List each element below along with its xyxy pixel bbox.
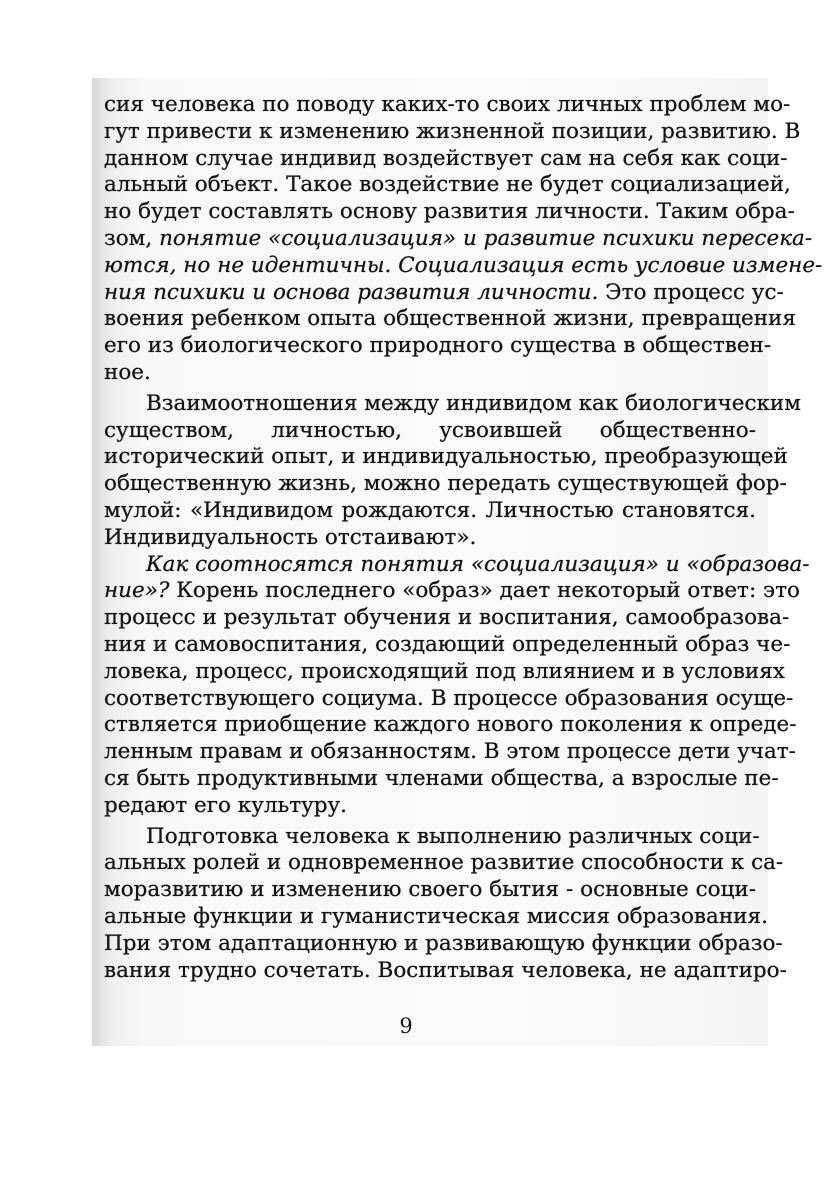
text-line <box>104 793 756 820</box>
text-line <box>104 551 810 579</box>
text-line <box>104 498 756 525</box>
text-line <box>104 685 794 713</box>
line-text: процесс и результат обучения и воспитания, самообразова- <box>104 605 790 631</box>
line-text: При этом адаптационную и развивающую функции образо- <box>104 930 783 956</box>
italic-text: ние»? <box>104 578 170 604</box>
line-text: моразвитию и изменению своего бытия - основные соци- <box>104 877 756 903</box>
line-text: мулой: «Индивидом рождаются. Личностью становятся. <box>104 497 756 523</box>
line-text: ния и самовоспитания, создающий определенный образ че- <box>104 631 791 657</box>
text-line <box>104 739 796 766</box>
text-line <box>104 118 801 146</box>
body-text <box>104 92 823 984</box>
line-text: ленным правам и обязанностям. В этом процессе дети учат- <box>104 739 796 765</box>
text-line <box>104 578 800 605</box>
page-number: 9 <box>399 1014 413 1038</box>
line-text: но будет составлять основу развития личности. Таким обра- <box>104 199 795 225</box>
line-text: Корень последнего «образ» дает некоторый ответ: это <box>169 578 800 604</box>
text-line <box>104 172 791 199</box>
text-line <box>104 145 788 173</box>
text-line <box>104 390 801 418</box>
text-line <box>104 850 784 877</box>
text-line <box>104 957 787 985</box>
text-line <box>104 471 787 498</box>
line-text: ловека, процесс, происходящий под влиянием и в условиях <box>104 658 785 684</box>
line-text: соответствующего социума. В процессе образования осуще- <box>104 685 794 711</box>
text-line <box>104 418 756 445</box>
line-text: общественную жизнь, можно передать существующей фор- <box>104 471 787 497</box>
line-text: существом, личностью, усвоившей общественно- <box>104 417 756 443</box>
text-line <box>104 631 791 659</box>
text-line <box>104 765 779 793</box>
line-text: Взаимоотношения между индивидом как биологическим <box>146 390 801 416</box>
line-text: Это процесс ус- <box>598 279 784 305</box>
line-text: ствляется приобщение каждого нового поколения к опреде- <box>104 712 797 738</box>
text-line <box>104 930 783 958</box>
text-line <box>104 279 784 307</box>
line-text: его из биологического природного существа в обществен- <box>104 333 772 359</box>
line-text: данном случае индивид воздействует сам на себя как соци- <box>104 145 788 171</box>
text-line <box>104 225 813 253</box>
text-line <box>104 903 768 931</box>
line-text: Подготовка человека к выполнению различных соци- <box>146 823 760 849</box>
line-text: альные функции и гуманистическая миссия образования. <box>104 903 768 929</box>
italic-text: ются, но не идентичны. Социализация есть условие измене- <box>104 252 823 278</box>
text-line <box>104 306 796 333</box>
text-line <box>104 525 756 552</box>
text-line <box>104 360 756 387</box>
text-line <box>104 712 797 739</box>
line-text: ное. <box>104 359 151 385</box>
text-line <box>104 823 760 851</box>
line-text: исторический опыт, и индивидуальностью, преобразующей <box>104 444 788 470</box>
line-text: сия человека по поводу каких-то своих личных проблем мо- <box>104 92 791 117</box>
text-line <box>104 444 788 471</box>
italic-text: ния психики и основа развития личности. <box>104 279 599 305</box>
line-text: зом, <box>104 225 160 251</box>
text-line <box>104 658 785 686</box>
line-text: альный объект. Такое воздействие не будет социализацией, <box>104 172 791 198</box>
italic-text: Как соотносятся понятия «социализация» и «образова- <box>146 551 810 577</box>
text-line <box>104 92 791 119</box>
text-line <box>104 877 756 904</box>
italic-text: понятие «социализация» и развитие психики пересека- <box>159 225 813 251</box>
line-text: ся быть продуктивными членами общества, а взрослые пе- <box>104 765 779 791</box>
text-line <box>104 252 823 280</box>
line-text: вания трудно сочетать. Воспитывая человека, не адаптиро- <box>104 957 787 983</box>
line-text: Индивидуальность отстаивают». <box>104 524 477 550</box>
text-line <box>104 605 790 632</box>
line-text: альных ролей и одновременное развитие способности к са- <box>104 850 784 876</box>
text-line <box>104 333 772 360</box>
line-text: воения ребенком опыта общественной жизни, превращения <box>104 306 796 332</box>
line-text: гут привести к изменению жизненной позиции, развитию. В <box>104 118 801 144</box>
line-text: редают его культуру. <box>104 792 347 818</box>
text-line <box>104 199 795 226</box>
